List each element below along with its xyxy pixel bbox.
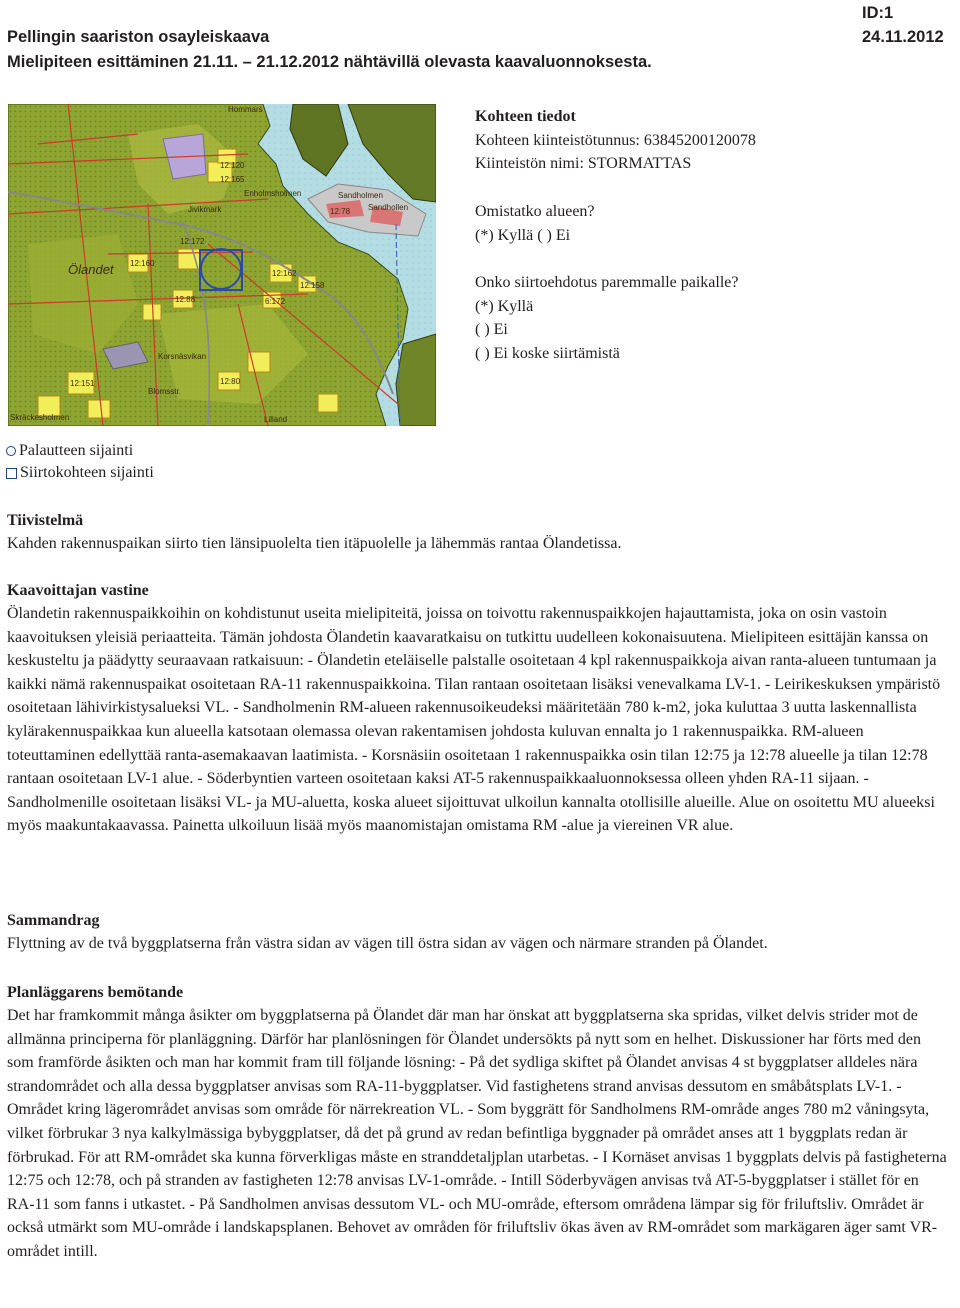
document-title: Pellingin saariston osayleiskaava xyxy=(7,28,270,46)
property-name: Kiinteistön nimi: STORMATTAS xyxy=(475,155,692,172)
map-image xyxy=(8,104,436,426)
map-label: Jivikmark xyxy=(188,205,222,214)
section-text: Flyttning av de två byggplatserna från västra sidan av vägen till östra sidan av vägen och närmare stranden på Ölandet. xyxy=(7,935,768,952)
map-label: 12:165 xyxy=(220,175,245,184)
ownership-answer: (*) Kyllä ( ) Ei xyxy=(475,227,571,244)
map-label: 12:151 xyxy=(70,379,95,388)
map-label: 12:158 xyxy=(300,281,325,290)
circle-icon xyxy=(6,446,16,456)
property-id: Kohteen kiinteistötunnus: 63845200120078 xyxy=(475,132,756,149)
map-label: 12:120 xyxy=(220,161,245,170)
relocation-question: Onko siirtoehdotus paremmalle paikalle? xyxy=(475,274,739,291)
section-title: Kaavoittajan vastine xyxy=(7,582,149,599)
ownership-question: Omistatko alueen? xyxy=(475,203,595,220)
legend-feedback xyxy=(6,439,133,462)
section-title: Sammandrag xyxy=(7,912,100,929)
map-label: Skräckesholmen xyxy=(10,413,70,422)
section-vastine xyxy=(7,579,947,838)
map-label: Enholmsholmen xyxy=(244,189,302,198)
section-text: Kahden rakennuspaikan siirto tien länsipuolelta tien itäpuolelle ja lähemmäs rantaa Ölandetissa. xyxy=(7,535,622,552)
section-title: Tiivistelmä xyxy=(7,512,84,529)
relocation-option-no: ( ) Ei xyxy=(475,321,508,338)
map-label: Lilland xyxy=(264,415,288,424)
map-label: 12:80 xyxy=(220,377,241,386)
document-date: 24.11.2012 xyxy=(862,28,944,46)
section-tiivistelma xyxy=(7,509,947,556)
map-label: Korsnäsvikan xyxy=(158,352,207,361)
map-label: Sandholmen xyxy=(338,191,383,200)
legend-feedback-label: Palautteen sijainti xyxy=(19,442,134,459)
document-id: ID:1 xyxy=(862,4,894,22)
section-sammandrag xyxy=(7,909,947,956)
legend-relocation xyxy=(6,461,154,484)
map-label: 12:78 xyxy=(330,207,351,216)
map-label: 12:88 xyxy=(175,295,196,304)
document-subtitle: Mielipiteen esittäminen 21.11. – 21.12.2012 nähtävillä olevasta kaavaluonnoksesta. xyxy=(7,53,652,71)
map-label: 12:172 xyxy=(180,237,205,246)
relocation-option-na: ( ) Ei koske siirtämistä xyxy=(475,345,620,362)
map-label: 12:162 xyxy=(272,269,297,278)
section-text: Det har framkommit många åsikter om byggplatserna på Ölandet där man har önskat att byggplatserna ska spridas, vilket delvis strider mot de allmänna principerna för planläggning. Därför har planlösningen för Ölandet undersökts på nytt som en helhet. Diskussioner har förts med den som framförde åsikten och man har kommit fram till följande lösning: - På det sydliga skiftet på Ölandet anvisas 4 st byggplatser alldeles nära strandområdet och alla dessa byggplatser anvisas som RA-11-byggplatser. Vid fastighetens strand anvisas dessutom en småbåtsplats LV-1. - Området kring lägerområdet anvisas som område för närrekreation VL. - Som byggrätt för Sandholmens RM-område anges 780 m2 våningsyta, vilket förbrukar 3 nya kalkylmässiga bybyggplatser, då det på grund av redan befintliga byggnader på området anses att 1 byggplats redan är förbrukad. För att RM-området ska kunna förverkligas måste en stranddetaljplan utarbetas. - I Kornäset anvisas 1 byggplats delvis på fastigheterna 12:75 och 12:78, och på stranden av fastigheten 12:78 anvisas LV-1-område. - Intill Söderbyvägen anvisas två AT-5-byggplatser i stället för en RA-11 som fanns i utkastet. - På Sandholmen anvisas dessutom VL- och MU-område, eftersom områdena lämpar sig för friluftsliv. Området är också utmärkt som MU-område i landskapsplanen. Behovet av områden för friluftsliv ökas även av RM-området som markägaren äger samt VR-området intill. xyxy=(7,1007,947,1260)
relocation-option-yes: (*) Kyllä xyxy=(475,298,534,315)
section-bemotande xyxy=(7,981,947,1264)
square-icon xyxy=(6,468,17,479)
map-label: Ölandet xyxy=(68,262,114,277)
section-title: Planläggarens bemötande xyxy=(7,984,184,1001)
map-label: Hommars xyxy=(228,105,263,114)
map-label: 12:160 xyxy=(130,259,155,268)
map-label: 6:172 xyxy=(265,297,286,306)
legend-relocation-label: Siirtokohteen sijainti xyxy=(20,464,154,481)
zoning-map xyxy=(8,104,436,426)
map-label: Sandhollen xyxy=(368,203,409,212)
info-heading: Kohteen tiedot xyxy=(475,108,576,125)
section-text: Ölandetin rakennuspaikkoihin on kohdistunut useita mielipiteitä, joissa on toivottu rakennuspaikkojen hajauttamista, joka on osin vastoin kaavoituksen yleisiä periaatteita. Tämän johdosta Ölandetin kaavaratkaisu on tutkittu uudelleen kokonaisuutena. Mielipiteen esittäjän kanssa on keskusteltu ja päädytty seuraavaan ratkaisuun: - Ölandetin eteläiselle palstalle osoitetaan 4 kpl rakennuspaikkoja aivan ranta-alueen tuntumaan ja kaikki nämä rakennuspaikat osoitetaan RA-11 rakennuspaikkoina. Tilan rantaan osoitetaan lisäksi venevalkama LV-1. - Leirikeskuksen ympäristö osoitetaan lähivirkistysalueksi VL. - Sandholmenin RM-alueen rakennusoikeudeksi määritetään 780 k-m2, joka kuluttaa 3 uutta laskennallista kylärakennuspaikkaa kun alueella katsotaan olemassa olevan rakentamisen johdosta kuluvan ennalta jo 1 rakennuspaikka. RM-alueen toteuttaminen edellyttää ranta-asemakaavan laatimista. - Korsnäsiin osoitetaan 1 rakennuspaikka osin tilan 12:75 ja 12:78 alueelle ja tilan 12:78 rantaan osoitetaan LV-1 alue. - Söderbyntien varteen osoitetaan kaksi AT-5 rakennuspaikkaaluonnoksessa olleen yhden RA-11 sijaan. - Sandholmenille osoitetaan lisäksi VL- ja MU-aluetta, koska alueet sijoittuvat ulkoilun kannalta otollisille alueille. Alue on osoitettu MU alueeksi myös maakuntakaavassa. Painetta ulkoiluun lisää myös maanomistajan omistama RM -alue ja viereinen VR alue. xyxy=(7,605,941,835)
map-label: Blomsstr. xyxy=(148,387,181,396)
